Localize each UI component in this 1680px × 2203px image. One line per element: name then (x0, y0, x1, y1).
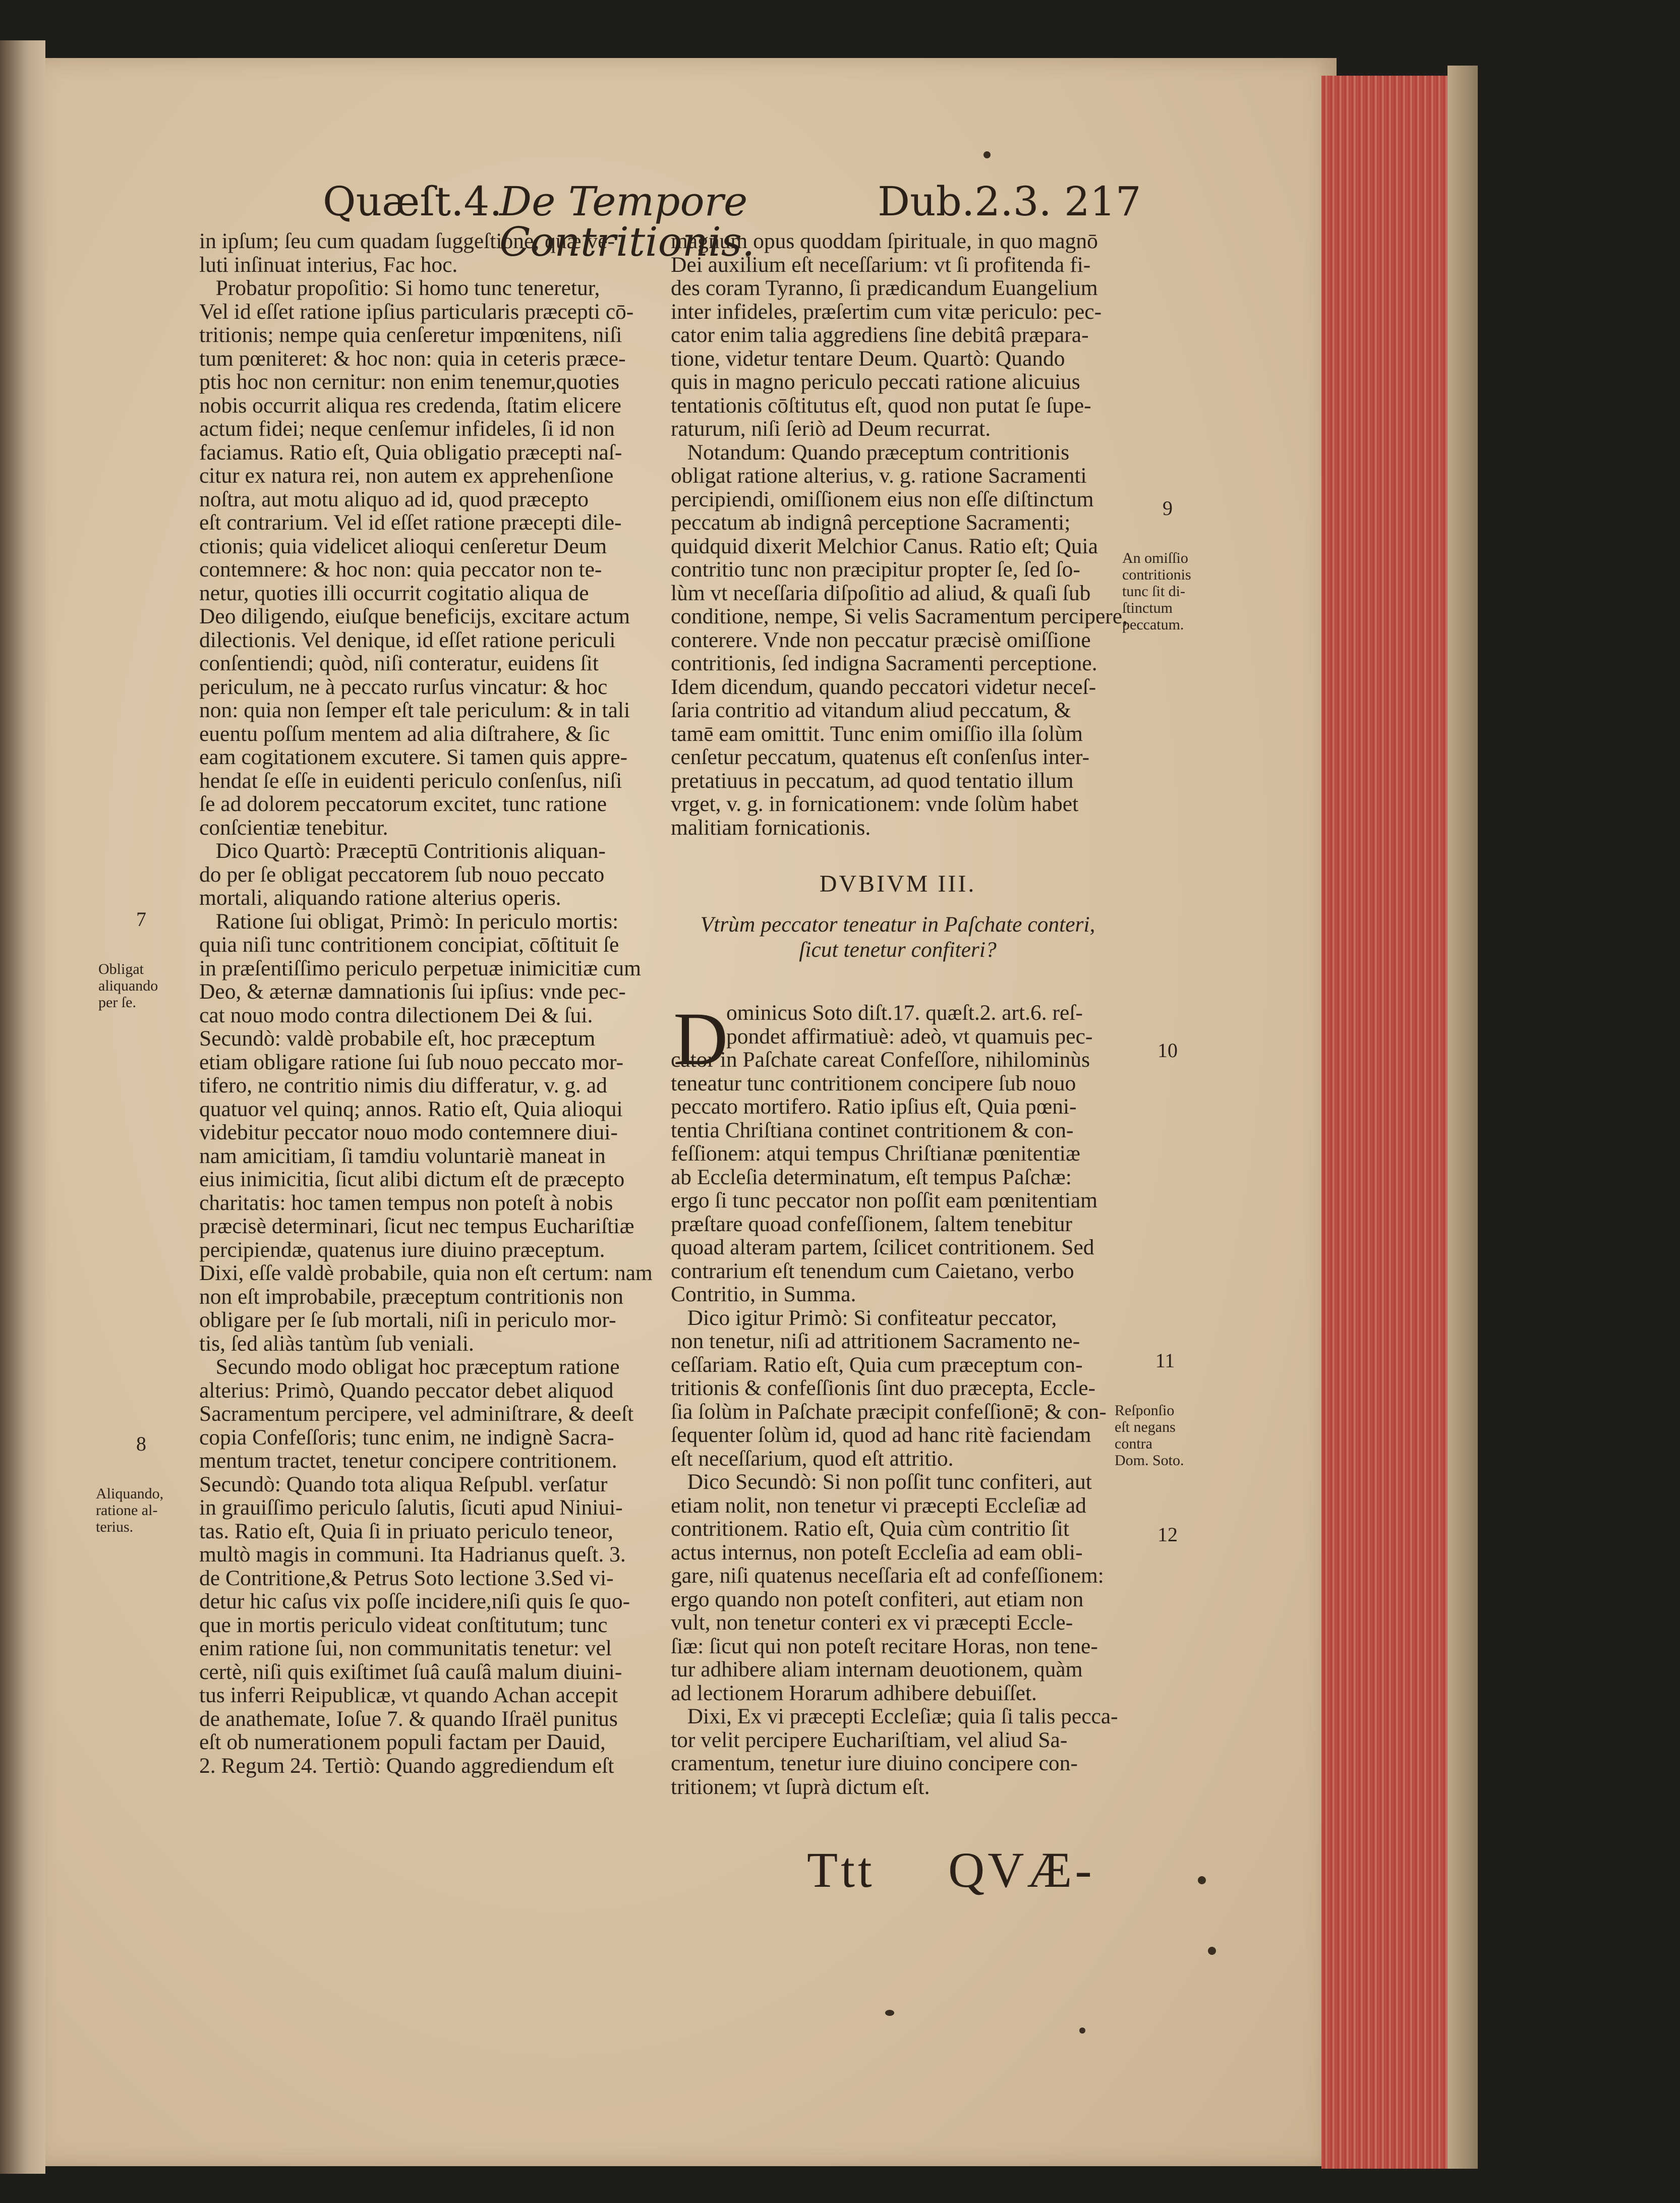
text-line: luti inſinuat interius, Fac hoc. (199, 252, 458, 277)
text-line: ergo ſi tunc peccator non poſſit eam pœnitentiam (671, 1188, 1097, 1212)
text-line: cator in Paſchate careat Confeſſore, nihilominùs (671, 1048, 1090, 1072)
text-line: non: quia non ſemper eſt tale periculum: & in tali (199, 698, 630, 722)
text-line: Dixi, Ex vi præcepti Eccleſiæ; quia ſi talis pecca- (671, 1704, 1118, 1728)
right-text-column-bottom (671, 1048, 1125, 1799)
margin-number: 7 (136, 908, 146, 931)
text-line: tas. Ratio eſt, Quia ſi in priuato periculo teneor, (199, 1519, 613, 1543)
text-line: in præſentiſſimo periculo perpetuæ inimicitiæ cum (199, 956, 641, 980)
text-line: eſt contrarium. Vel id eſſet ratione præcepti dile- (199, 510, 622, 535)
header-question: Quæſt.4. (323, 178, 502, 225)
text-line: eſt ob numerationem populi factam per Dauid, (199, 1730, 606, 1754)
text-line: dilectionis. Vel denique, id eſſet ratione periculi (199, 627, 616, 652)
text-line: quia niſi tunc contritionem concipiat, cōſtituit ſe (199, 933, 619, 957)
text-line: des coram Tyranno, ſi prædicandum Euangelium (671, 276, 1098, 300)
dubium-question-line2: ſicut tenetur confiteri? (799, 938, 997, 962)
text-line: Contritio, in Summa. (671, 1282, 856, 1306)
text-line: feſſionem: atqui tempus Chriſtianæ pœnitentiæ (671, 1141, 1080, 1166)
text-line: tur adhibere aliam internam deuotionem, quàm (671, 1657, 1083, 1682)
text-line: periculum, ne à peccato rurſus vincatur: & hoc (199, 674, 608, 699)
text-line: quoad alteram partem, ſcilicet contritionem. Sed (671, 1235, 1094, 1259)
text-line: 2. Regum 24. Tertiò: Quando aggrediendum eſt (199, 1753, 614, 1778)
text-line: euentu poſſum mentem ad alia diſtrahere, & ſic (199, 721, 610, 746)
text-line: ſequenter ſolùm id, quod ad hanc ritè faciendam (671, 1423, 1091, 1447)
text-line: magnum opus quoddam ſpirituale, in quo magnō (671, 229, 1098, 253)
text-line: Dico Quartò: Præceptū Contritionis aliquan- (199, 839, 606, 863)
drop-cap-letter: D (673, 997, 728, 1081)
text-line: Dixi, eſſe valdè probabile, quia non eſt certum: nam (199, 1261, 653, 1285)
text-line: certè, niſi quis exiſtimet ſuâ cauſâ malum diuini- (199, 1659, 622, 1684)
text-line: Probatur propoſitio: Si homo tunc teneretur, (199, 276, 600, 300)
ink-spot (1079, 2027, 1085, 2034)
text-line: citur ex natura rei, non autem ex apprehenſione (199, 463, 614, 488)
dubium-question-line1: Vtrùm peccator teneatur in Paſchate conteri, (700, 912, 1095, 937)
text-line: Dei auxilium eſt neceſſarium: vt ſi profitenda fi- (671, 252, 1091, 277)
text-line: mortali, aliquando ratione alterius operis. (199, 886, 561, 910)
text-line: de anathemate, Ioſue 7. & quando Iſraël punitus (199, 1706, 618, 1731)
text-line: netur, quoties illi occurrit cogitatio aliqua de (199, 581, 589, 605)
left-text-column (199, 229, 653, 1777)
text-line: conſcientiæ tenebitur. (199, 815, 388, 840)
right-text-indented-lines (726, 1001, 1125, 1048)
text-line: ominicus Soto diſt.17. quæſt.2. art.6. reſ- (726, 1001, 1083, 1025)
text-line: pretatiuus in peccatum, ad quod tentatio illum (671, 768, 1074, 793)
text-line: vrget, v. g. in fornicationem: vnde ſolùm habet (671, 792, 1079, 816)
text-line: lùm vt neceſſaria diſpoſitio ad aliud, & quaſi ſub (671, 581, 1091, 605)
text-line: ad lectionem Horarum adhibere debuiſſet. (671, 1680, 1037, 1705)
text-line: Secundò: valdè probabile eſt, hoc præceptum (199, 1026, 596, 1051)
text-line: cramentum, tenetur iure diuino concipere con- (671, 1751, 1078, 1775)
text-line: eius inimicitia, ſicut alibi dictum eſt de præcepto (199, 1167, 625, 1191)
text-line: do per ſe obligat peccatorem ſub nouo peccato (199, 862, 605, 887)
text-line: tritionem; vt ſuprà dictum eſt. (671, 1774, 930, 1799)
text-line: contritionis, ſed indigna Sacramenti perceptione. (671, 651, 1097, 675)
margin-note-8 (96, 1402, 187, 1569)
text-line: ctionis; quia videlicet alioqui cenſeretur Deum (199, 534, 607, 558)
text-line: Secundò: Quando tota aliqua Reſpubl. verſatur (199, 1472, 608, 1496)
text-line: nam amicitiam, ſi tamdiu voluntariè maneat in (199, 1143, 606, 1168)
text-line: etiam nolit, non tenetur vi præcepti Eccleſiæ ad (671, 1493, 1086, 1518)
text-line: obligat ratione alterius, v. g. ratione Sacramenti (671, 463, 1087, 488)
text-line: tritionis; nempe quia cenſeretur impœnitens, niſi (199, 323, 622, 347)
text-line: Ratione ſui obligat, Primò: In periculo mortis: (199, 909, 619, 934)
text-line: tritionis & confeſſionis ſint duo præcepta, Eccle- (671, 1376, 1096, 1400)
text-line: Dico Secundò: Si non poſſit tunc confiteri, aut (671, 1470, 1092, 1494)
text-line: in grauiſſimo periculo ſalutis, ſicuti apud Niniui- (199, 1495, 623, 1520)
text-line: vult, non tenetur conteri ex vi præcepti Eccle- (671, 1610, 1073, 1635)
margin-gloss: Aliquando, ratione al- terius. (96, 1485, 164, 1535)
text-line: teneatur tunc contritionem concipere ſub nouo (671, 1071, 1076, 1095)
text-line: Vel id eſſet ratione ipſius particularis præcepti cō- (199, 299, 634, 324)
margin-note-9 (1122, 467, 1213, 666)
text-line: peccato mortifero. Ratio ipſius eſt, Quia pœni- (671, 1094, 1077, 1119)
text-line: quis in magno periculo peccati ratione alicuius (671, 370, 1080, 394)
right-text-column-top (671, 229, 1128, 840)
text-line: præcisè determinari, ſicut nec tempus Euchariſtiæ (199, 1214, 634, 1238)
margin-gloss: Obligat aliquando per ſe. (98, 961, 158, 1011)
text-line: ceſſariam. Ratio eſt, Quia cum præceptum con- (671, 1352, 1083, 1377)
text-line: de Contritione,& Petrus Soto lectione 3.Sed vi- (199, 1566, 614, 1590)
text-line: quatuor vel quinq; annos. Ratio eſt, Quia alioqui (199, 1096, 623, 1121)
margin-note-11 (1115, 1319, 1215, 1502)
text-line: ſaria contritio ad vitandum aliud peccatum, & (671, 698, 1071, 722)
text-line: præſtare quoad confeſſionem, ſaltem tenebitur (671, 1211, 1073, 1236)
text-line: Deo diligendo, eiuſque beneficijs, excitare actum (199, 604, 630, 628)
margin-note-12 (1122, 1493, 1213, 1576)
margin-number: 8 (136, 1432, 146, 1455)
text-line: ſe ad dolorem peccatorum excitet, tunc ratione (199, 792, 607, 816)
ink-spot (885, 2010, 894, 2016)
text-line: conditione, nempe, Si velis Sacramentum percipere, (671, 604, 1128, 628)
margin-gloss: An omiſſio contritionis tunc ſit di- ſtinctum peccatum. (1122, 550, 1191, 633)
text-line: tifero, ne contritio nimis diu differatur, v. g. ad (199, 1073, 607, 1097)
text-line: cat nouo modo contra dilectionem Dei & ſui. (199, 1003, 593, 1027)
text-line: non tenetur, niſi ad attritionem Sacramento ne- (671, 1329, 1080, 1353)
text-line: Idem dicendum, quando peccatori videtur neceſ- (671, 674, 1096, 699)
text-line: actum fidei; neque cenſemur infideles, ſi id non (199, 417, 615, 441)
text-line: nobis occurrit aliqua res credenda, ſtatim elicere (199, 393, 621, 418)
text-line: multò magis in communi. Ita Hadrianus queſt. 3. (199, 1542, 626, 1567)
text-line: alterius: Primò, Quando peccator debet aliquod (199, 1378, 614, 1403)
text-line: charitatis: hoc tamen tempus non poteſt à nobis (199, 1190, 613, 1215)
ink-spot (1198, 1876, 1206, 1884)
text-line: tum pœniteret: & hoc non: quia in ceteris præce- (199, 346, 626, 371)
text-line: non eſt improbabile, præceptum contritionis non (199, 1284, 623, 1309)
text-line: eſt neceſſarium, quod eſt attritio. (671, 1446, 954, 1471)
text-line: ſiæ: ſicut qui non poteſt recitare Horas, non tene- (671, 1634, 1098, 1658)
text-line: contrarium eſt tenendum cum Caietano, verbo (671, 1258, 1074, 1283)
text-line: cenſetur peccatum, quatenus eſt conſenſus inter- (671, 745, 1090, 769)
text-line: percipiendæ, quatenus iure diuino præceptum. (199, 1237, 605, 1262)
text-line: mentum tractet, tenetur concipere contritionem. (199, 1448, 617, 1473)
text-line: tione, videtur tentare Deum. Quartò: Quando (671, 346, 1065, 371)
text-line: detur hic caſus vix poſſe incidere,niſi quis ſe quo- (199, 1589, 630, 1613)
text-line: raturum, niſi ſeriò ad Deum recurrat. (671, 417, 991, 441)
text-line: actus internus, non poteſt Eccleſia ad eam obli- (671, 1540, 1083, 1564)
text-line: contemnere: & hoc non: quia peccator non te- (199, 557, 602, 582)
margin-number: 11 (1155, 1349, 1175, 1372)
text-line: peccatum ab indignâ perceptione Sacramenti; (671, 510, 1071, 535)
text-line: Deo, & æternæ damnationis ſui ipſius: vnde pec- (199, 979, 626, 1004)
text-line: Sacramentum percipere, vel adminiſtrare, & deeſt (199, 1402, 634, 1426)
text-line: inter infideles, præſertim cum vitæ periculo: pec- (671, 299, 1102, 324)
text-line: ergo quando non poteſt confiteri, aut etiam non (671, 1587, 1084, 1611)
header-dubium: Dub.2.3. (878, 178, 1052, 225)
text-line: quidquid dixerit Melchior Canus. Ratio eſt; Quia (671, 534, 1098, 558)
dubium-title: DVBIVM III. (819, 871, 976, 897)
margin-note-7 (98, 878, 184, 1044)
margin-note-10 (1122, 1009, 1213, 1092)
text-line: tis, ſed aliàs tantùm ſub veniali. (199, 1331, 474, 1356)
text-line: copia Confeſſoris; tunc enim, ne indignè Sacra- (199, 1425, 614, 1450)
text-line: tus inferri Reipublicæ, vt quando Achan accepit (199, 1683, 618, 1707)
text-line: Secundo modo obligat hoc præceptum ratione (199, 1355, 620, 1379)
header-title: De Tempore Contritionis. (499, 178, 755, 265)
margin-number: 10 (1157, 1039, 1178, 1062)
margin-number: 9 (1163, 497, 1173, 519)
text-line: enim ratione ſui, non communitatis tenetur: vel (199, 1636, 612, 1660)
page-number: 217 (1064, 178, 1141, 225)
text-line: obligare per ſe ſub mortali, niſi in periculo mor- (199, 1308, 616, 1332)
text-line: ſia ſolùm in Paſchate præcipit confeſſionē; & con- (671, 1399, 1107, 1424)
catchword: QVÆ- (948, 1842, 1095, 1898)
text-line: contritionem. Ratio eſt, Quia cùm contritio ſit (671, 1517, 1070, 1541)
text-line: hendat ſe eſſe in euidenti periculo conſenſus, niſi (199, 768, 622, 793)
ink-spot (983, 151, 991, 158)
text-line: que in mortis periculo videat conſtitutum; tunc (199, 1612, 608, 1637)
text-line: ptis hoc non cernitur: non enim tenemur,quoties (199, 370, 620, 394)
text-line: tor velit percipere Euchariſtiam, vel aliud Sa- (671, 1727, 1068, 1752)
margin-number: 12 (1157, 1523, 1178, 1546)
text-line: tentia Chriſtiana continet contritionem & con- (671, 1118, 1074, 1142)
text-line: conterere. Vnde non peccatur præcisè omiſſione (671, 627, 1091, 652)
text-line: etiam obligare ratione ſui ſub nouo peccato mor- (199, 1050, 624, 1074)
text-line: contritio tunc non præcipitur propter ſe, ſed ſo- (671, 557, 1080, 582)
text-line: eam cogitationem excutere. Si tamen quis appre- (199, 745, 628, 769)
text-line: videbitur peccator nouo modo contemnere diui- (199, 1120, 618, 1144)
text-line: ab Eccleſia determinatum, eſt tempus Paſchæ: (671, 1165, 1072, 1189)
text-line: malitiam fornicationis. (671, 815, 871, 840)
text-line: tentationis cōſtitutus eſt, quod non putat ſe ſupe- (671, 393, 1091, 418)
text-line: conſentiendi; quòd, niſi conteratur, euidens ſit (199, 651, 599, 675)
text-line: gare, niſi quatenus neceſſaria eſt ad confeſſionem: (671, 1563, 1104, 1588)
text-line: in ipſum; ſeu cum quadam ſuggeſtione, quæ ve- (199, 229, 615, 253)
text-line: noſtra, aut motu aliquo ad id, quod præcepto (199, 487, 589, 511)
text-line: pondet affirmatiuè: adeò, vt quamuis pec- (726, 1024, 1093, 1049)
text-line: Dico igitur Primò: Si confiteatur peccator, (671, 1305, 1057, 1330)
text-line: tamē eam omittit. Tunc enim omiſſio illa ſolùm (671, 721, 1083, 746)
text-line: Notandum: Quando præceptum contritionis (671, 440, 1070, 465)
text-line: cator enim talia aggrediens ſine debitâ præpara- (671, 323, 1089, 347)
signature-mark: Ttt (807, 1842, 875, 1898)
margin-gloss: Reſponſio eſt negans contra Dom. Soto. (1115, 1402, 1184, 1469)
ink-spot (1208, 1947, 1216, 1955)
text-line: percipiendi, omiſſionem eius non eſſe diſtinctum (671, 487, 1094, 511)
text-line: faciamus. Ratio eſt, Quia obligatio præcepti naſ- (199, 440, 622, 465)
